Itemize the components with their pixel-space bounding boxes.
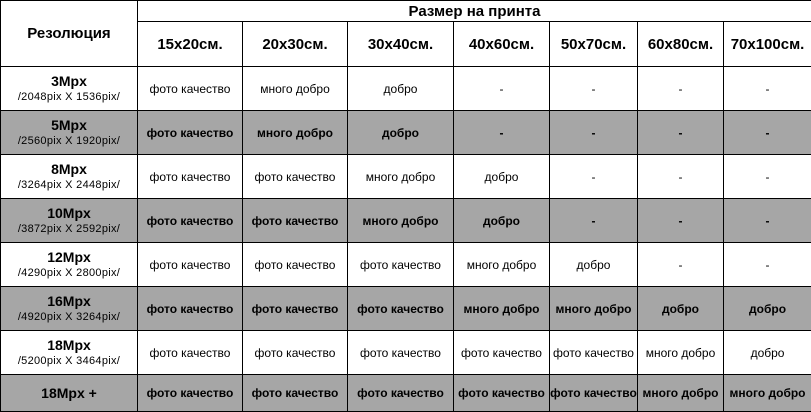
pixel-dimensions-label: /2048pix X 1536pix/ <box>1 90 137 105</box>
quality-cell: - <box>550 155 638 199</box>
quality-cell: фото качество <box>138 67 243 111</box>
quality-cell: - <box>724 243 811 287</box>
quality-cell: добро <box>454 155 550 199</box>
table-row <box>1 375 811 412</box>
quality-cell: много добро <box>243 67 348 111</box>
megapixel-label: 12Mpx <box>1 248 137 266</box>
pixel-dimensions-label: /2560pix X 1920pix/ <box>1 134 137 149</box>
quality-cell: фото качество <box>348 331 454 375</box>
quality-cell: - <box>724 199 811 243</box>
row-header-resolution <box>1 331 138 375</box>
table-row <box>1 331 811 375</box>
table-row <box>1 155 811 199</box>
megapixel-label: 16Mpx <box>1 292 137 310</box>
table-row <box>1 287 811 331</box>
quality-cell: - <box>638 111 724 155</box>
quality-cell: много добро <box>550 287 638 331</box>
quality-cell: много добро <box>638 331 724 375</box>
quality-cell: - <box>724 155 811 199</box>
quality-cell: фото качество <box>243 375 348 412</box>
quality-cell: - <box>550 199 638 243</box>
quality-cell: фото качество <box>243 243 348 287</box>
quality-cell: фото качество <box>243 331 348 375</box>
row-header-resolution <box>1 111 138 155</box>
table-row <box>1 111 811 155</box>
quality-cell: добро <box>454 199 550 243</box>
header-row-group <box>1 1 811 22</box>
quality-cell: фото качество <box>243 155 348 199</box>
pixel-dimensions-label: /4920pix X 3264pix/ <box>1 310 137 325</box>
quality-cell: - <box>454 111 550 155</box>
quality-cell: много добро <box>638 375 724 412</box>
megapixel-label: 5Mpx <box>1 116 137 134</box>
quality-cell: много добро <box>724 375 811 412</box>
pixel-dimensions-label: /3264pix X 2448pix/ <box>1 178 137 193</box>
quality-cell: фото качество <box>550 331 638 375</box>
quality-cell: фото качество <box>138 375 243 412</box>
size-header-60x80: 60x80см. <box>638 22 724 67</box>
quality-cell: добро <box>348 67 454 111</box>
quality-cell: добро <box>724 331 811 375</box>
quality-cell: много добро <box>454 243 550 287</box>
row-header-resolution <box>1 155 138 199</box>
quality-cell: много добро <box>348 199 454 243</box>
size-header-40x60: 40x60см. <box>454 22 550 67</box>
quality-cell: фото качество <box>550 375 638 412</box>
quality-cell: фото качество <box>138 155 243 199</box>
quality-cell: - <box>454 67 550 111</box>
pixel-dimensions-label: /5200pix X 3464pix/ <box>1 354 137 369</box>
size-header-15x20: 15x20см. <box>138 22 243 67</box>
megapixel-label: 10Mpx <box>1 204 137 222</box>
row-header-resolution <box>1 287 138 331</box>
row-header-resolution <box>1 199 138 243</box>
pixel-dimensions-label: /3872pix X 2592pix/ <box>1 222 137 237</box>
row-header-resolution <box>1 375 138 412</box>
quality-cell: много добро <box>454 287 550 331</box>
quality-cell: добро <box>348 111 454 155</box>
quality-cell: фото качество <box>138 199 243 243</box>
quality-cell: - <box>550 67 638 111</box>
quality-cell: добро <box>724 287 811 331</box>
quality-cell: - <box>638 199 724 243</box>
quality-cell: - <box>550 111 638 155</box>
quality-cell: фото качество <box>138 331 243 375</box>
pixel-dimensions-label: /4290pix X 2800pix/ <box>1 266 137 281</box>
print-size-group-header: Размер на принта <box>138 1 811 22</box>
quality-cell: фото качество <box>243 287 348 331</box>
quality-cell: много добро <box>243 111 348 155</box>
quality-cell: добро <box>550 243 638 287</box>
quality-cell: фото качество <box>243 199 348 243</box>
megapixel-label: 18Mpx + <box>1 384 137 402</box>
size-header-30x40: 30x40см. <box>348 22 454 67</box>
quality-cell: - <box>638 67 724 111</box>
megapixel-label: 8Mpx <box>1 160 137 178</box>
quality-cell: фото качество <box>454 375 550 412</box>
quality-cell: - <box>638 243 724 287</box>
megapixel-label: 18Mpx <box>1 336 137 354</box>
row-header-resolution <box>1 243 138 287</box>
quality-cell: много добро <box>348 155 454 199</box>
quality-cell: - <box>724 67 811 111</box>
row-header-resolution <box>1 67 138 111</box>
quality-cell: фото качество <box>138 287 243 331</box>
quality-cell: фото качество <box>454 331 550 375</box>
quality-cell: фото качество <box>138 243 243 287</box>
quality-cell: фото качество <box>348 375 454 412</box>
quality-cell: - <box>638 155 724 199</box>
table-row <box>1 67 811 111</box>
quality-cell: фото качество <box>348 243 454 287</box>
quality-cell: - <box>724 111 811 155</box>
size-header-70x100: 70x100см. <box>724 22 811 67</box>
quality-cell: фото качество <box>138 111 243 155</box>
size-header-50x70: 50x70см. <box>550 22 638 67</box>
table-row <box>1 243 811 287</box>
table-row <box>1 199 811 243</box>
quality-cell: фото качество <box>348 287 454 331</box>
megapixel-label: 3Mpx <box>1 72 137 90</box>
resolution-column-header: Резолюция <box>1 1 138 67</box>
quality-cell: добро <box>638 287 724 331</box>
table-body <box>1 67 811 412</box>
size-header-20x30: 20x30см. <box>243 22 348 67</box>
